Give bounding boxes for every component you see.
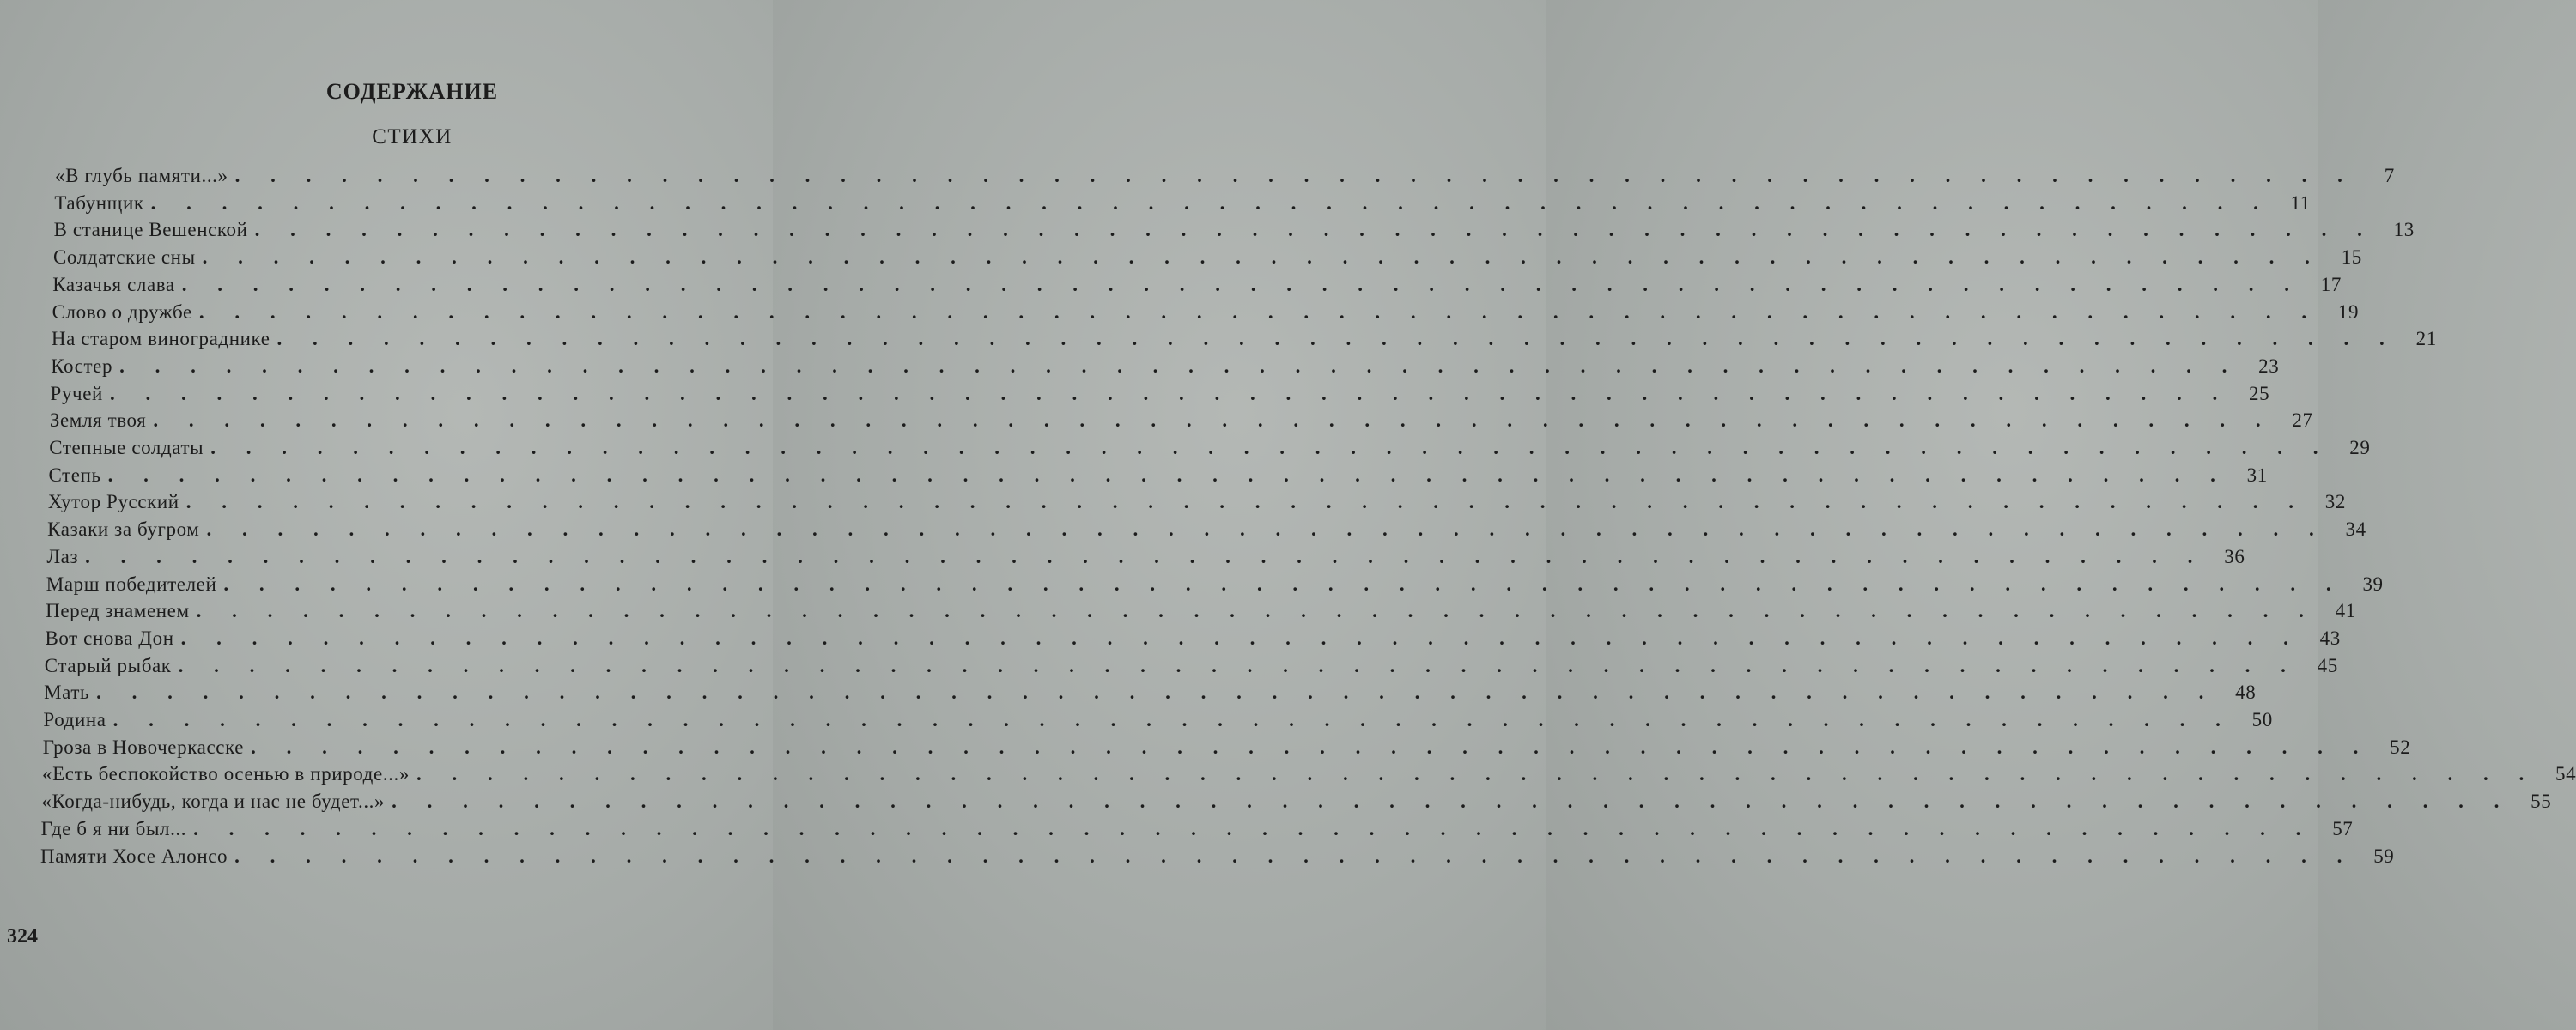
dot-leader: . . . . . . . . . . . . . . . . . . . . . . . . . . . . . . . . . . . . . . . . . . . . . . . . . . . . . . . . . . . . <box>178 654 2299 676</box>
page-number: 324 <box>7 925 38 948</box>
toc-entry <box>46 573 2384 601</box>
toc-entry <box>46 545 2245 573</box>
toc-entry-title: Казачья слава <box>52 273 175 295</box>
toc-entry <box>52 300 2360 329</box>
dot-leader: . . . . . . . . . . . . . . . . . . . . . . . . . . . . . . . . . . . . . . . . . . . . . . . . . . . . . . . . . . . . <box>196 600 2317 622</box>
toc-entry-title: Солдатские сны <box>52 246 196 269</box>
toc-entry <box>49 437 2371 464</box>
toc-entry-title: Перед знаменем <box>46 600 190 622</box>
dot-leader: . . . . . . . . . . . . . . . . . . . . . . . . . . . . . . . . . . . . . . . . . . . . . . . . . . . . . . . . . . . . <box>223 573 2344 595</box>
toc-entry-page: 27 <box>2292 409 2313 432</box>
toc-entry <box>44 682 2257 709</box>
toc-entry <box>52 273 2342 301</box>
toc-entry-page: 45 <box>2317 654 2338 676</box>
toc-entry-title: Родина <box>43 709 106 730</box>
toc-entry-page: 52 <box>2390 736 2411 758</box>
dot-leader: . . . . . . . . . . . . . . . . . . . . . . . . . . . . . . . . . . . . . . . . . . . . . . . . . . . . . . . . . . . . <box>153 409 2274 432</box>
dot-leader: . . . . . . . . . . . . . . . . . . . . . . . . . . . . . . . . . . . . . . . . . . . . . . . . . . . . . . . . . . . . <box>416 763 2537 785</box>
toc-entry-page: 29 <box>2349 437 2371 458</box>
toc-entry-title: На старом винограднике <box>51 328 270 350</box>
toc-entry <box>40 845 2395 873</box>
toc-entry-page: 25 <box>2248 382 2270 404</box>
toc-entry-title: Степные солдаты <box>49 437 204 458</box>
toc-entry-page: 50 <box>2251 709 2273 730</box>
toc-entry-title: «Есть беспокойство осенью в природе...» <box>42 763 410 785</box>
toc-entry-title: Гроза в Новочеркасске <box>42 736 245 758</box>
toc-entry-page: 34 <box>2345 518 2366 541</box>
dot-leader: . . . . . . . . . . . . . . . . . . . . . . . . . . . . . . . . . . . . . . . . . . . . . . . . . . . . . . . . . . . . <box>96 682 2217 704</box>
toc-entry-title: В станице Вешенской <box>53 219 248 241</box>
toc-entry-page: 21 <box>2415 328 2437 350</box>
dot-leader: . . . . . . . . . . . . . . . . . . . . . . . . . . . . . . . . . . . . . . . . . . . . . . . . . . . . . . . . . . . . <box>85 545 2206 567</box>
dot-leader: . . . . . . . . . . . . . . . . . . . . . . . . . . . . . . . . . . . . . . . . . . . . . . . . . . . . . . . . . . . . <box>180 627 2301 649</box>
toc-entry-title: Табунщик <box>54 191 144 214</box>
toc-entry-page: 31 <box>2246 464 2268 486</box>
dot-leader: . . . . . . . . . . . . . . . . . . . . . . . . . . . . . . . . . . . . . . . . . . . . . . . . . . . . . . . . . . . . <box>276 328 2397 350</box>
toc-entry <box>55 165 2395 192</box>
toc-entry <box>45 627 2341 655</box>
dot-leader: . . . . . . . . . . . . . . . . . . . . . . . . . . . . . . . . . . . . . . . . . . . . . . . . . . . . . . . . . . . . <box>198 300 2320 323</box>
toc-entry-page: 36 <box>2224 545 2245 567</box>
toc-entry <box>49 409 2313 437</box>
toc-entry-title: «В глубь памяти...» <box>55 165 228 186</box>
dot-leader: . . . . . . . . . . . . . . . . . . . . . . . . . . . . . . . . . . . . . . . . . . . . . . . . . . . . . . . . . . . . <box>202 246 2323 269</box>
dot-leader: . . . . . . . . . . . . . . . . . . . . . . . . . . . . . . . . . . . . . . . . . . . . . . . . . . . . . . . . . . . . <box>392 791 2512 813</box>
toc-entry-title: Марш победителей <box>46 573 217 595</box>
toc-entry-page: 15 <box>2341 246 2362 269</box>
toc-entry-title: Где б я ни был... <box>40 817 187 839</box>
toc-entry <box>53 219 2415 246</box>
toc-entry-page: 54 <box>2555 763 2576 785</box>
toc-entry <box>51 328 2437 355</box>
toc-entry <box>54 191 2311 220</box>
toc-entry-page: 43 <box>2319 627 2341 649</box>
toc-entry <box>40 817 2354 845</box>
toc-entry-title: Старый рыбак <box>44 654 172 676</box>
toc-entry <box>51 354 2280 383</box>
toc-entry <box>42 736 2411 764</box>
dot-leader: . . . . . . . . . . . . . . . . . . . . . . . . . . . . . . . . . . . . . . . . . . . . . . . . . . . . . . . . . . . . <box>150 191 2271 214</box>
toc-entry <box>48 464 2268 492</box>
dot-leader: . . . . . . . . . . . . . . . . . . . . . . . . . . . . . . . . . . . . . . . . . . . . . . . . . . . . . . . . . . . . <box>251 736 2372 758</box>
toc-entry-title: Мать <box>44 682 90 704</box>
dot-leader: . . . . . . . . . . . . . . . . . . . . . . . . . . . . . . . . . . . . . . . . . . . . . . . . . . . . . . . . . . . . <box>254 219 2375 241</box>
toc-entry-page: 19 <box>2337 300 2360 323</box>
toc-entry <box>41 791 2552 818</box>
toc-entry <box>52 246 2362 274</box>
toc-entry-title: Памяти Хосе Алонсо <box>40 845 228 867</box>
dot-leader: . . . . . . . . . . . . . . . . . . . . . . . . . . . . . . . . . . . . . . . . . . . . . . . . . . . . . . . . . . . . <box>109 382 2231 404</box>
dot-leader: . . . . . . . . . . . . . . . . . . . . . . . . . . . . . . . . . . . . . . . . . . . . . . . . . . . . . . . . . . . . <box>181 273 2302 295</box>
toc-entry-page: 41 <box>2335 600 2356 622</box>
toc-entry-page: 48 <box>2235 682 2257 704</box>
toc-entry-page: 57 <box>2332 817 2354 839</box>
toc-entry-title: Слово о дружбе <box>52 300 192 323</box>
toc-entry-page: 23 <box>2258 354 2280 377</box>
toc-entry-page: 55 <box>2530 791 2552 813</box>
toc-entry-title: Казаки за бугром <box>47 518 200 541</box>
toc-entry-title: «Когда-нибудь, когда и нас не будет...» <box>41 791 386 813</box>
toc-entry <box>50 382 2270 410</box>
toc-entry-page: 39 <box>2362 573 2384 595</box>
toc-entry-title: Лаз <box>46 545 79 567</box>
dot-leader: . . . . . . . . . . . . . . . . . . . . . . . . . . . . . . . . . . . . . . . . . . . . . . . . . . . . . . . . . . . . <box>234 845 2355 867</box>
dot-leader: . . . . . . . . . . . . . . . . . . . . . . . . . . . . . . . . . . . . . . . . . . . . . . . . . . . . . . . . . . . . <box>107 464 2228 486</box>
toc-entry-title: Ручей <box>50 382 103 404</box>
toc-entry <box>44 654 2338 682</box>
toc-entry-page: 13 <box>2393 219 2415 241</box>
toc-entry-title: Хутор Русский <box>47 491 179 513</box>
section-heading: СТИХИ <box>372 125 453 148</box>
dot-leader: . . . . . . . . . . . . . . . . . . . . . . . . . . . . . . . . . . . . . . . . . . . . . . . . . . . . . . . . . . . . <box>112 709 2233 730</box>
dot-leader: . . . . . . . . . . . . . . . . . . . . . . . . . . . . . . . . . . . . . . . . . . . . . . . . . . . . . . . . . . . . <box>185 491 2306 513</box>
dot-leader: . . . . . . . . . . . . . . . . . . . . . . . . . . . . . . . . . . . . . . . . . . . . . . . . . . . . . . . . . . . . <box>119 354 2240 377</box>
toc-entry <box>46 600 2356 627</box>
toc-entry <box>47 491 2346 518</box>
toc-entry-page: 11 <box>2290 191 2311 214</box>
toc-entry-title: Земля твоя <box>49 409 147 432</box>
toc-entry-title: Костер <box>51 354 113 377</box>
toc-entry-title: Степь <box>48 464 101 486</box>
dot-leader: . . . . . . . . . . . . . . . . . . . . . . . . . . . . . . . . . . . . . . . . . . . . . . . . . . . . . . . . . . . . <box>234 165 2355 186</box>
toc-entry <box>47 518 2366 546</box>
toc-entry-title: Вот снова Дон <box>45 627 174 649</box>
toc-entry-page: 59 <box>2373 845 2395 867</box>
dot-leader: . . . . . . . . . . . . . . . . . . . . . . . . . . . . . . . . . . . . . . . . . . . . . . . . . . . . . . . . . . . . <box>206 518 2327 541</box>
toc-entry <box>43 709 2273 736</box>
dot-leader: . . . . . . . . . . . . . . . . . . . . . . . . . . . . . . . . . . . . . . . . . . . . . . . . . . . . . . . . . . . . <box>193 817 2314 839</box>
toc-entry-page: 32 <box>2324 491 2346 513</box>
dot-leader: . . . . . . . . . . . . . . . . . . . . . . . . . . . . . . . . . . . . . . . . . . . . . . . . . . . . . . . . . . . . <box>210 437 2331 458</box>
toc-entry-page: 17 <box>2320 273 2342 295</box>
contents-heading: СОДЕРЖАНИЕ <box>325 79 499 104</box>
toc-entry-page: 7 <box>2384 165 2395 186</box>
toc-entry <box>42 763 2576 791</box>
